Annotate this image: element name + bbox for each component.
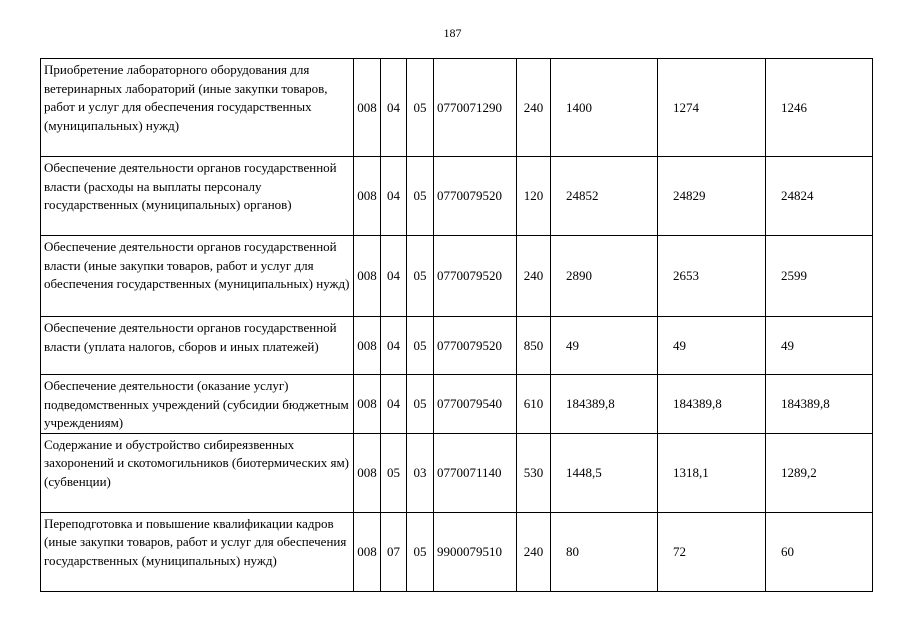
amount-year-1: 1400 [551, 59, 658, 157]
amount-year-3: 2599 [766, 236, 873, 317]
expense-type-code: 240 [517, 512, 551, 591]
expense-type-code: 530 [517, 433, 551, 512]
table-row [41, 157, 873, 236]
amount-year-1: 24852 [551, 157, 658, 236]
expense-name: Содержание и обустройство сибиреязвенных захоронений и скотомогильников (биотермических ям) (субвенции) [41, 433, 354, 512]
section-code: 04 [381, 317, 407, 375]
section-code: 04 [381, 375, 407, 434]
subsection-code: 05 [407, 317, 434, 375]
expense-name: Обеспечение деятельности органов государственной власти (иные закупки товаров, работ и услуг для обеспечения государственных (муниципальных) нужд) [41, 236, 354, 317]
budget-table [40, 58, 873, 592]
subsection-code: 05 [407, 59, 434, 157]
table-row [41, 236, 873, 317]
expense-type-code: 240 [517, 59, 551, 157]
target-article-code: 0770079520 [434, 236, 517, 317]
gov-code: 008 [354, 317, 381, 375]
table-row [41, 512, 873, 591]
table-row [41, 433, 873, 512]
table-row [41, 59, 873, 157]
target-article-code: 0770071140 [434, 433, 517, 512]
subsection-code: 05 [407, 375, 434, 434]
expense-name: Переподготовка и повышение квалификации кадров (иные закупки товаров, работ и услуг для обеспечения государственных (муниципальных) нужд) [41, 512, 354, 591]
target-article-code: 0770079520 [434, 157, 517, 236]
section-code: 04 [381, 157, 407, 236]
amount-year-1: 49 [551, 317, 658, 375]
subsection-code: 05 [407, 512, 434, 591]
amount-year-2: 1318,1 [658, 433, 766, 512]
target-article-code: 0770079520 [434, 317, 517, 375]
gov-code: 008 [354, 375, 381, 434]
amount-year-1: 80 [551, 512, 658, 591]
amount-year-1: 184389,8 [551, 375, 658, 434]
amount-year-3: 49 [766, 317, 873, 375]
expense-name: Обеспечение деятельности органов государственной власти (расходы на выплаты персоналу государственных (муниципальных) органов) [41, 157, 354, 236]
amount-year-2: 1274 [658, 59, 766, 157]
section-code: 07 [381, 512, 407, 591]
subsection-code: 05 [407, 236, 434, 317]
expense-name: Обеспечение деятельности (оказание услуг) подведомственных учреждений (субсидии бюджетным учреждениям) [41, 375, 354, 434]
amount-year-2: 184389,8 [658, 375, 766, 434]
amount-year-1: 1448,5 [551, 433, 658, 512]
expense-type-code: 240 [517, 236, 551, 317]
target-article-code: 9900079510 [434, 512, 517, 591]
section-code: 04 [381, 59, 407, 157]
amount-year-2: 2653 [658, 236, 766, 317]
amount-year-3: 184389,8 [766, 375, 873, 434]
amount-year-3: 24824 [766, 157, 873, 236]
target-article-code: 0770071290 [434, 59, 517, 157]
amount-year-2: 49 [658, 317, 766, 375]
target-article-code: 0770079540 [434, 375, 517, 434]
expense-name: Обеспечение деятельности органов государственной власти (уплата налогов, сборов и иных платежей) [41, 317, 354, 375]
page-number: 187 [443, 26, 462, 40]
gov-code: 008 [354, 236, 381, 317]
amount-year-3: 60 [766, 512, 873, 591]
expense-name: Приобретение лабораторного оборудования для ветеринарных лабораторий (иные закупки товаров, работ и услуг для обеспечения государственных (муниципальных) нужд) [41, 59, 354, 157]
amount-year-2: 24829 [658, 157, 766, 236]
gov-code: 008 [354, 512, 381, 591]
expense-type-code: 120 [517, 157, 551, 236]
amount-year-3: 1246 [766, 59, 873, 157]
section-code: 04 [381, 236, 407, 317]
gov-code: 008 [354, 433, 381, 512]
amount-year-2: 72 [658, 512, 766, 591]
expense-type-code: 850 [517, 317, 551, 375]
expense-type-code: 610 [517, 375, 551, 434]
subsection-code: 03 [407, 433, 434, 512]
gov-code: 008 [354, 157, 381, 236]
section-code: 05 [381, 433, 407, 512]
table-row [41, 317, 873, 375]
table-row [41, 375, 873, 434]
amount-year-3: 1289,2 [766, 433, 873, 512]
amount-year-1: 2890 [551, 236, 658, 317]
subsection-code: 05 [407, 157, 434, 236]
gov-code: 008 [354, 59, 381, 157]
